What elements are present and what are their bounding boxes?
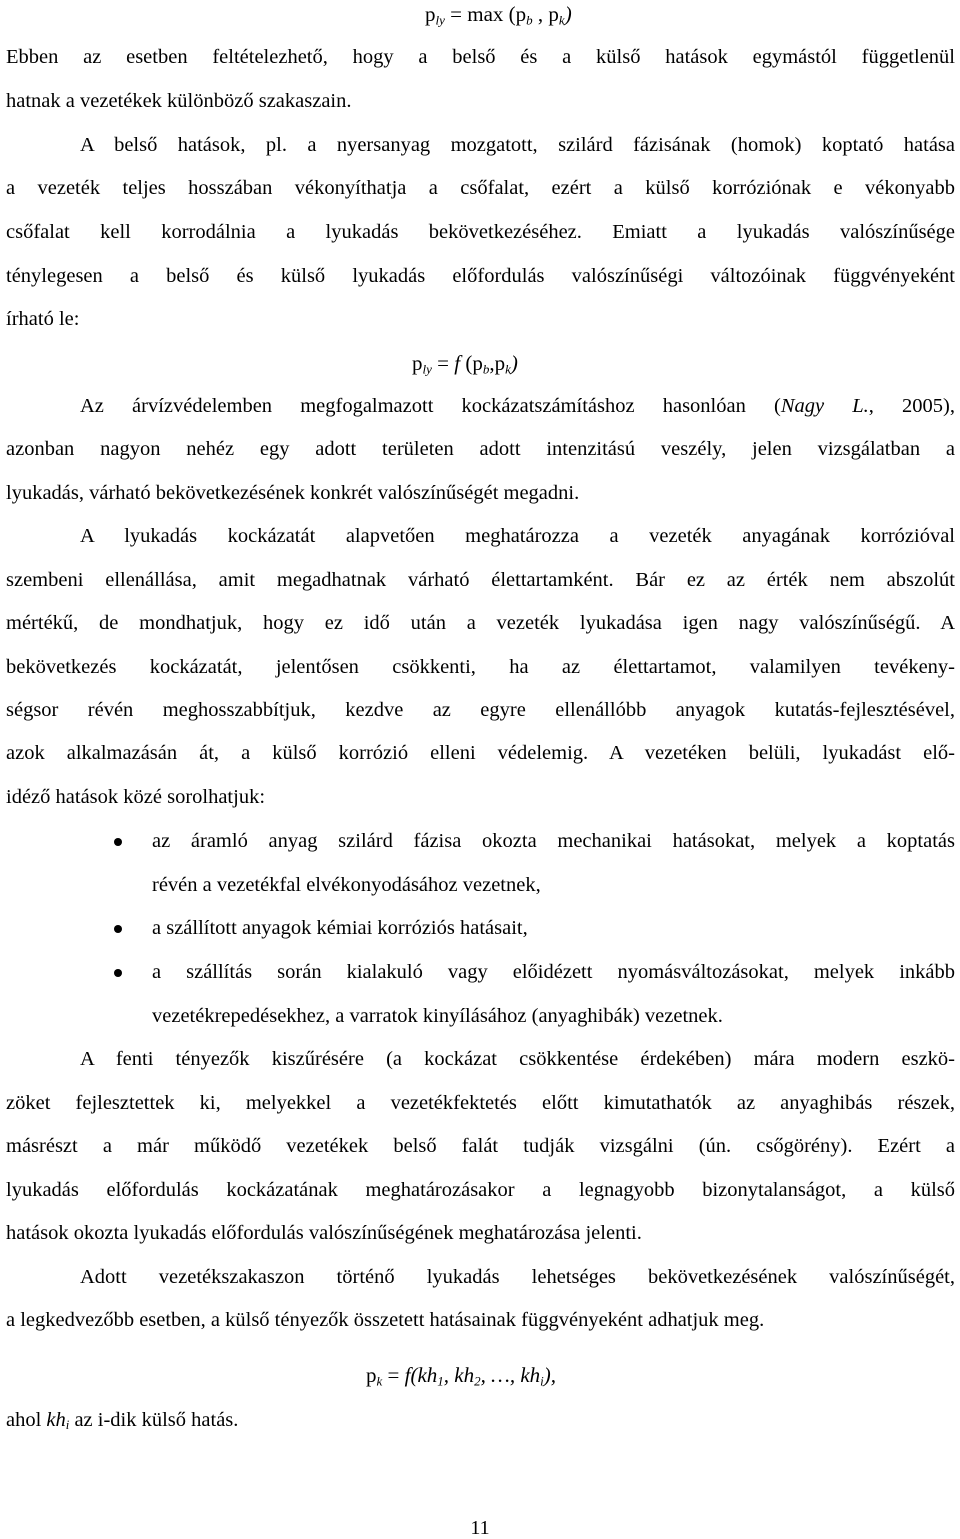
- page-number: 11: [470, 1517, 490, 1539]
- text-line: bekövetkezés kockázatát, jelentősen csökkenti, ha az élettartamot, valamilyen tevékeny-: [6, 657, 955, 678]
- formula-p-k-function: $p_k = f(kh_1$, $kh_2$, …, $kh_i$),: [366, 1363, 557, 1389]
- list-item-continuation: révén a vezetékfal elvékonyodásához vezetnek,: [152, 874, 541, 896]
- text-line: lyukadás előfordulás kockázatának meghatározásakor a legnagyobb bizonytalanságot, a külső: [6, 1180, 955, 1201]
- text-line: csőfalat kell korrodálnia a lyukadás bekövetkezéséhez. Emiatt a lyukadás valószínűsége: [6, 222, 955, 243]
- text-line: Adott vezetékszakaszon történő lyukadás lehetséges bekövetkezésének valószínűségét,: [80, 1267, 955, 1288]
- bullet-icon: [114, 838, 122, 846]
- text-line: Ebben az esetben feltételezhető, hogy a belső és a külső hatások egymástól függetlenül: [6, 47, 955, 68]
- text-line: hatnak a vezetékek különböző szakaszain.: [6, 90, 352, 112]
- text-line: azonban nagyon nehéz egy adott területen adott intenzitású veszély, jelen vizsgálatban a: [6, 439, 955, 460]
- formula-p-ly-function: $p_{ly} = f$ $(p_b,p_k)$: [412, 351, 518, 377]
- formula-p-ly-max: $p_{ly} = \max (p_b$ , $p_k$): [425, 2, 572, 28]
- bullet-icon: [114, 969, 122, 977]
- text-line: lyukadás, várható bekövetkezésének konkrét valószínűségét megadni.: [6, 482, 580, 504]
- text-line: zöket fejlesztettek ki, melyekkel a vezetékfektetés előtt kimutathatók az anyaghibás részek,: [6, 1093, 955, 1114]
- text-line: A belső hatások, pl. a nyersanyag mozgatott, szilárd fázisának (homok) koptató hatása: [80, 135, 955, 156]
- text-line: ségsor révén meghosszabbítjuk, kezdve az egyre ellenállóbb anyagok kutatás-fejlesztésével,: [6, 700, 955, 721]
- list-item: az áramló anyag szilárd fázisa okozta mechanikai hatásokat, melyek a koptatás: [152, 831, 955, 852]
- text-line: hatások okozta lyukadás előfordulás valószínűségének meghatározása jelenti.: [6, 1222, 642, 1244]
- text-line: a legkedvezőbb esetben, a külső tényezők összetett hatásainak függvényeként adhatjuk meg.: [6, 1309, 765, 1331]
- bullet-icon: [114, 925, 122, 933]
- text-line: Az árvízvédelemben megfogalmazott kockázatszámításhoz hasonlóan (Nagy L., 2005),: [80, 396, 955, 417]
- text-line: szembeni ellenállása, amit megadhatnak várható élettartamként. Bár ez az érték nem abszolút: [6, 570, 955, 591]
- text-line: a vezeték teljes hosszában vékonyíthatja a csőfalat, ezért a külső korróziónak e vékonyabb: [6, 178, 955, 199]
- list-item: a szállítás során kialakuló vagy előidézett nyomásváltozásokat, melyek inkább: [152, 962, 955, 983]
- list-item: a szállított anyagok kémiai korróziós hatásait,: [152, 917, 528, 939]
- text-line: ténylegesen a belső és külső lyukadás előfordulás valószínűségi változóinak függvényeként: [6, 266, 955, 287]
- text-line: írható le:: [6, 308, 80, 330]
- text-line: A lyukadás kockázatát alapvetően meghatározza a vezeték anyagának korrózióval: [80, 526, 955, 547]
- text-line: azok alkalmazásán át, a külső korrózió elleni védelemig. A vezetéken belüli, lyukadást elő-: [6, 743, 955, 764]
- text-line: másrészt a már működő vezetékek belső falát tudják vizsgálni (ún. csőgörény). Ezért a: [6, 1136, 955, 1157]
- text-line: A fenti tényezők kiszűrésére (a kockázat csökkentése érdekében) mára modern eszkö-: [80, 1049, 955, 1070]
- citation: Nagy L.: [780, 396, 869, 417]
- text-line: idéző hatások közé sorolhatjuk:: [6, 786, 266, 808]
- text-line: mértékű, de mondhatjuk, hogy ez idő után a vezeték lyukadása igen nagy valószínűségű. A: [6, 613, 955, 634]
- text-line: ahol $kh_i$ az i-dik külső hatás.: [6, 1409, 239, 1433]
- list-item-continuation: vezetékrepedésekhez, a varratok kinyílásához (anyaghibák) vezetnek.: [152, 1005, 723, 1027]
